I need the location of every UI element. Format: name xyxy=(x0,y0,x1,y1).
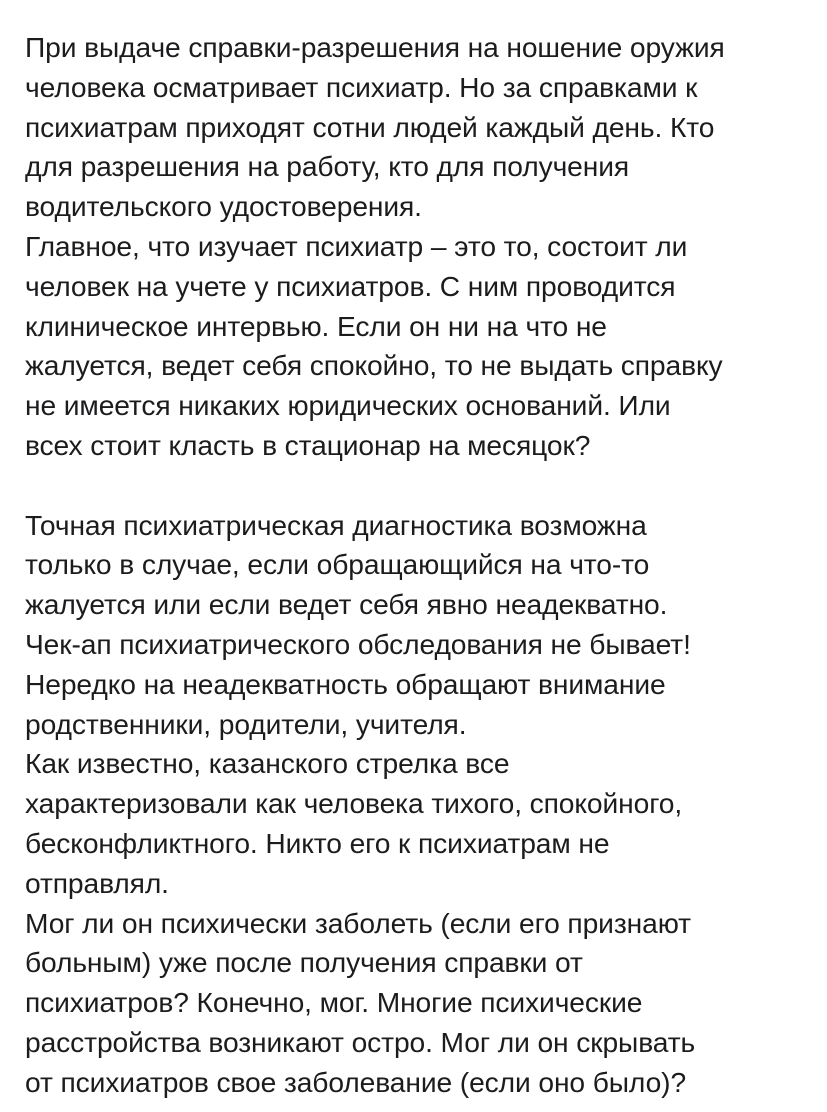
paragraph-4 xyxy=(25,665,815,745)
text-line: Как известно, казанского стрелка все xyxy=(25,747,510,780)
text-line: человек на учете у психиатров. С ним проводится xyxy=(25,269,676,302)
text-line: водительского удостоверения. xyxy=(25,190,422,223)
text-line: бесконфликтного. Никто его к психиатрам не xyxy=(25,826,610,859)
text-line: Главное, что изучает психиатр – это то, состоит ли xyxy=(25,229,688,262)
text-line: психиатров? Конечно, мог. Многие психические xyxy=(25,986,643,1019)
paragraph-6 xyxy=(25,904,815,1103)
text-line: характеризовали как человека тихого, спокойного, xyxy=(25,787,683,820)
text-line: не имеется никаких юридических оснований. Или xyxy=(25,389,671,422)
text-line: Нередко на неадекватность обращают внимание xyxy=(25,667,666,700)
paragraph-5 xyxy=(25,744,815,903)
text-line: психиатрам приходят сотни людей каждый день. Кто xyxy=(25,110,715,143)
text-line: клиническое интервью. Если он ни на что не xyxy=(25,309,607,342)
text-line: жалуется, ведет себя спокойно, то не выдать справку xyxy=(25,349,723,382)
paragraph-gap xyxy=(25,466,815,506)
text-line: Мог ли он психически заболеть (если его признают xyxy=(25,906,691,939)
text-line: человека осматривает психиатр. Но за справками к xyxy=(25,70,698,103)
text-line: всех стоит класть в стационар на месяцок? xyxy=(25,428,591,461)
text-line: только в случае, если обращающийся на что-то xyxy=(25,548,650,581)
text-line: для разрешения на работу, кто для получения xyxy=(25,150,630,183)
text-line: родственники, родители, учителя. xyxy=(25,707,467,740)
text-line: Чек-ап психиатрического обследования не бывает! xyxy=(25,627,691,660)
post-text xyxy=(25,28,815,1103)
text-line: отправлял. xyxy=(25,866,169,899)
text-line: больным) уже после получения справки от xyxy=(25,946,583,979)
paragraph-1 xyxy=(25,28,815,227)
paragraph-3 xyxy=(25,506,815,665)
text-line: жалуется или если ведет себя явно неадекватно. xyxy=(25,588,668,621)
paragraph-2 xyxy=(25,227,815,466)
text-line: от психиатров свое заболевание (если оно было)? xyxy=(25,1065,687,1098)
text-line: расстройства возникают остро. Мог ли он скрывать xyxy=(25,1025,696,1058)
text-line: При выдаче справки-разрешения на ношение оружия xyxy=(25,31,725,63)
text-line: Точная психиатрическая диагностика возможна xyxy=(25,508,647,541)
